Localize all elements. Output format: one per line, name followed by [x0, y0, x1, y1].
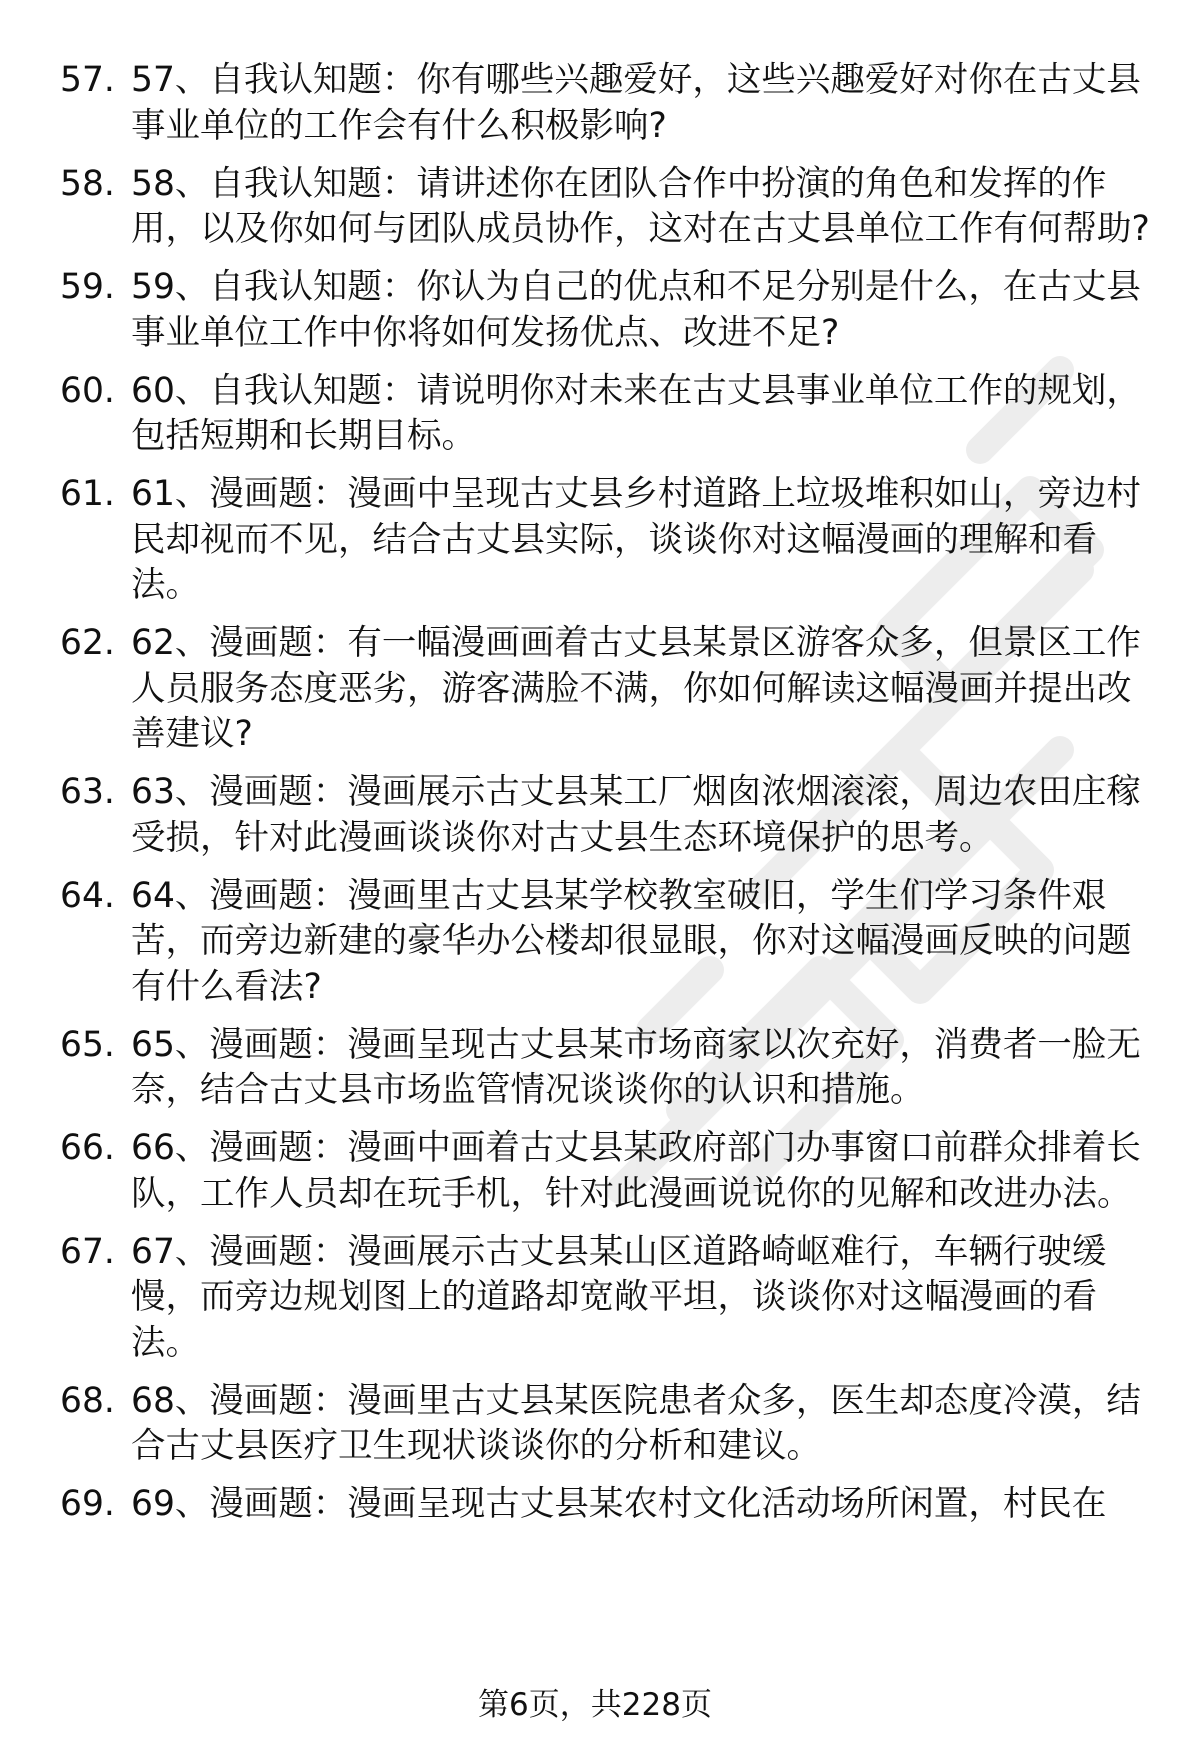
question-text: 69、漫画题：漫画呈现古丈县某农村文化活动场所闲置，村民在: [131, 1484, 1107, 1524]
question-list: [60, 58, 1155, 1540]
question-item: [60, 1126, 1155, 1217]
question-item: [60, 621, 1155, 758]
question-text: 68、漫画题：漫画里古丈县某医院患者众多，医生却态度冷漠，结合古丈县医疗卫生现状谈谈你的分析和建议。: [131, 1380, 1141, 1466]
question-number: 61.: [60, 474, 115, 514]
question-text: 57、自我认知题：你有哪些兴趣爱好，这些兴趣爱好对你在古丈县事业单位的工作会有什么积极影响?: [131, 60, 1141, 146]
question-number: 64.: [60, 875, 115, 916]
question-number: 60.: [60, 370, 115, 411]
page-footer: 第6页，共228页: [478, 1687, 712, 1723]
question-item: [60, 265, 1155, 356]
question-text: 63、漫画题：漫画展示古丈县某工厂烟囱浓烟滚滚，周边农田庄稼受损，针对此漫画谈谈你对古丈县生态环境保护的思考。: [131, 772, 1141, 858]
question-item: [60, 369, 1155, 460]
question-text: 67、漫画题：漫画展示古丈县某山区道路崎岖难行，车辆行驶缓慢，而旁边规划图上的道路却宽敞平坦，谈谈你对这幅漫画的看法。: [131, 1231, 1107, 1363]
question-number: 59.: [60, 267, 115, 307]
question-number: 62.: [60, 623, 115, 663]
question-number: 69.: [60, 1484, 115, 1524]
question-text: 65、漫画题：漫画呈现古丈县某市场商家以次充好，消费者一脸无奈，结合古丈县市场监管情况谈谈你的认识和措施。: [131, 1024, 1141, 1110]
question-text: 66、漫画题：漫画中画着古丈县某政府部门办事窗口前群众排着长队，工作人员却在玩手机，针对此漫画说说你的见解和改进办法。: [131, 1128, 1141, 1214]
question-item: [60, 874, 1155, 1011]
question-item: [60, 1023, 1155, 1114]
question-item: [60, 1379, 1155, 1470]
question-text: 58、自我认知题：请讲述你在团队合作中扮演的角色和发挥的作用，以及你如何与团队成员协作，这对在古丈县单位工作有何帮助?: [131, 163, 1150, 249]
question-item: [60, 1230, 1155, 1367]
question-text: 60、自我认知题：请说明你对未来在古丈县事业单位工作的规划，包括短期和长期目标。: [131, 370, 1141, 456]
question-number: 67.: [60, 1231, 115, 1272]
question-item: [60, 472, 1155, 609]
question-number: 66.: [60, 1128, 115, 1168]
question-number: 58.: [60, 163, 115, 204]
question-item: [60, 162, 1155, 253]
question-number: 68.: [60, 1380, 115, 1421]
question-number: 65.: [60, 1024, 115, 1065]
question-text: 61、漫画题：漫画中呈现古丈县乡村道路上垃圾堆积如山，旁边村民却视而不见，结合古丈县实际，谈谈你对这幅漫画的理解和看法。: [131, 474, 1141, 605]
question-number: 63.: [60, 772, 115, 812]
question-item: [60, 770, 1155, 861]
question-item: [60, 1482, 1155, 1528]
question-text: 59、自我认知题：你认为自己的优点和不足分别是什么，在古丈县事业单位工作中你将如何发扬优点、改进不足?: [131, 267, 1141, 353]
question-text: 64、漫画题：漫画里古丈县某学校教室破旧，学生们学习条件艰苦，而旁边新建的豪华办公楼却很显眼，你对这幅漫画反映的问题有什么看法?: [131, 875, 1132, 1007]
question-number: 57.: [60, 60, 115, 100]
question-item: [60, 58, 1155, 149]
question-text: 62、漫画题：有一幅漫画画着古丈县某景区游客众多，但景区工作人员服务态度恶劣，游客满脸不满，你如何解读这幅漫画并提出改善建议?: [131, 623, 1141, 754]
